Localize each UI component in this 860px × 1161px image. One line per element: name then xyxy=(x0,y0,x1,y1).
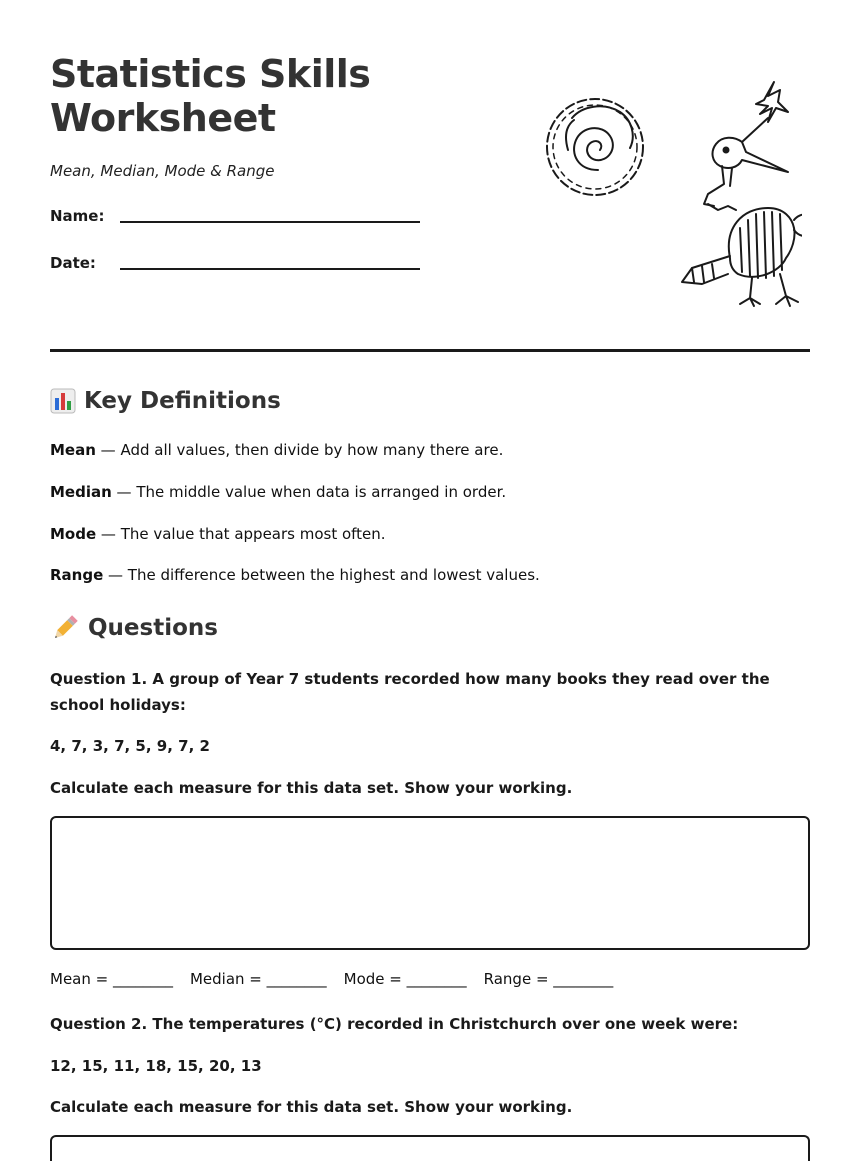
subtitle: Mean, Median, Mode & Range xyxy=(50,162,275,180)
question-1-instruction: Calculate each measure for this data set. Show your working. xyxy=(50,779,573,797)
range-answer[interactable]: Range = ________ xyxy=(483,970,614,988)
question-1-prompt: Question 1. A group of Year 7 students recorded how many books they read over the school holidays: xyxy=(50,670,770,714)
date-field[interactable] xyxy=(50,254,96,272)
questions-heading-text: Questions xyxy=(88,615,218,641)
definition-text: — The middle value when data is arranged in order. xyxy=(111,483,507,501)
definition-term: Range xyxy=(50,566,104,584)
page-title xyxy=(50,52,370,140)
median-answer[interactable]: Median = ________ xyxy=(189,970,327,988)
mode-answer[interactable]: Mode = ________ xyxy=(343,970,467,988)
definition-term: Median xyxy=(50,483,112,501)
question-1-answers xyxy=(50,970,613,988)
name-label: Name: xyxy=(50,207,105,225)
definition-mode xyxy=(50,525,386,543)
title-line-2: Worksheet xyxy=(50,96,276,140)
definitions-heading-text: Key Definitions xyxy=(84,388,281,414)
name-line[interactable] xyxy=(120,221,420,223)
definition-range xyxy=(50,566,540,584)
question-1-working-box[interactable] xyxy=(50,816,810,950)
definition-mean xyxy=(50,441,503,459)
date-label: Date: xyxy=(50,254,96,272)
questions-heading xyxy=(50,613,218,643)
definition-text: — The value that appears most often. xyxy=(96,525,386,543)
title-line-1: Statistics Skills xyxy=(50,52,371,96)
koru-spiral-icon xyxy=(547,99,643,195)
definition-term: Mean xyxy=(50,441,96,459)
question-2-instruction: Calculate each measure for this data set. Show your working. xyxy=(50,1098,573,1116)
question-2-prompt: Question 2. The temperatures (°C) recorded in Christchurch over one week were: xyxy=(50,1015,739,1033)
kiwi-bird-icon xyxy=(682,208,802,306)
bar-chart-icon xyxy=(50,388,76,414)
question-2-working-box[interactable] xyxy=(50,1135,810,1161)
definition-term: Mode xyxy=(50,525,97,543)
question-2-data: 12, 15, 11, 18, 15, 20, 13 xyxy=(50,1057,262,1075)
question-1-data: 4, 7, 3, 7, 5, 9, 7, 2 xyxy=(50,737,210,755)
definition-text: — Add all values, then divide by how many there are. xyxy=(95,441,504,459)
worksheet-header xyxy=(50,0,810,352)
pencil-icon xyxy=(50,613,80,643)
name-field[interactable] xyxy=(50,207,104,225)
definition-text: — The difference between the highest and lowest values. xyxy=(103,566,540,584)
bird-sketch-icon xyxy=(704,82,788,210)
decorative-illustration xyxy=(542,78,802,318)
definitions-heading xyxy=(50,388,281,414)
mean-answer[interactable]: Mean = ________ xyxy=(50,970,173,988)
worksheet-page xyxy=(50,0,810,1116)
definition-median xyxy=(50,483,506,501)
date-line[interactable] xyxy=(120,268,420,270)
